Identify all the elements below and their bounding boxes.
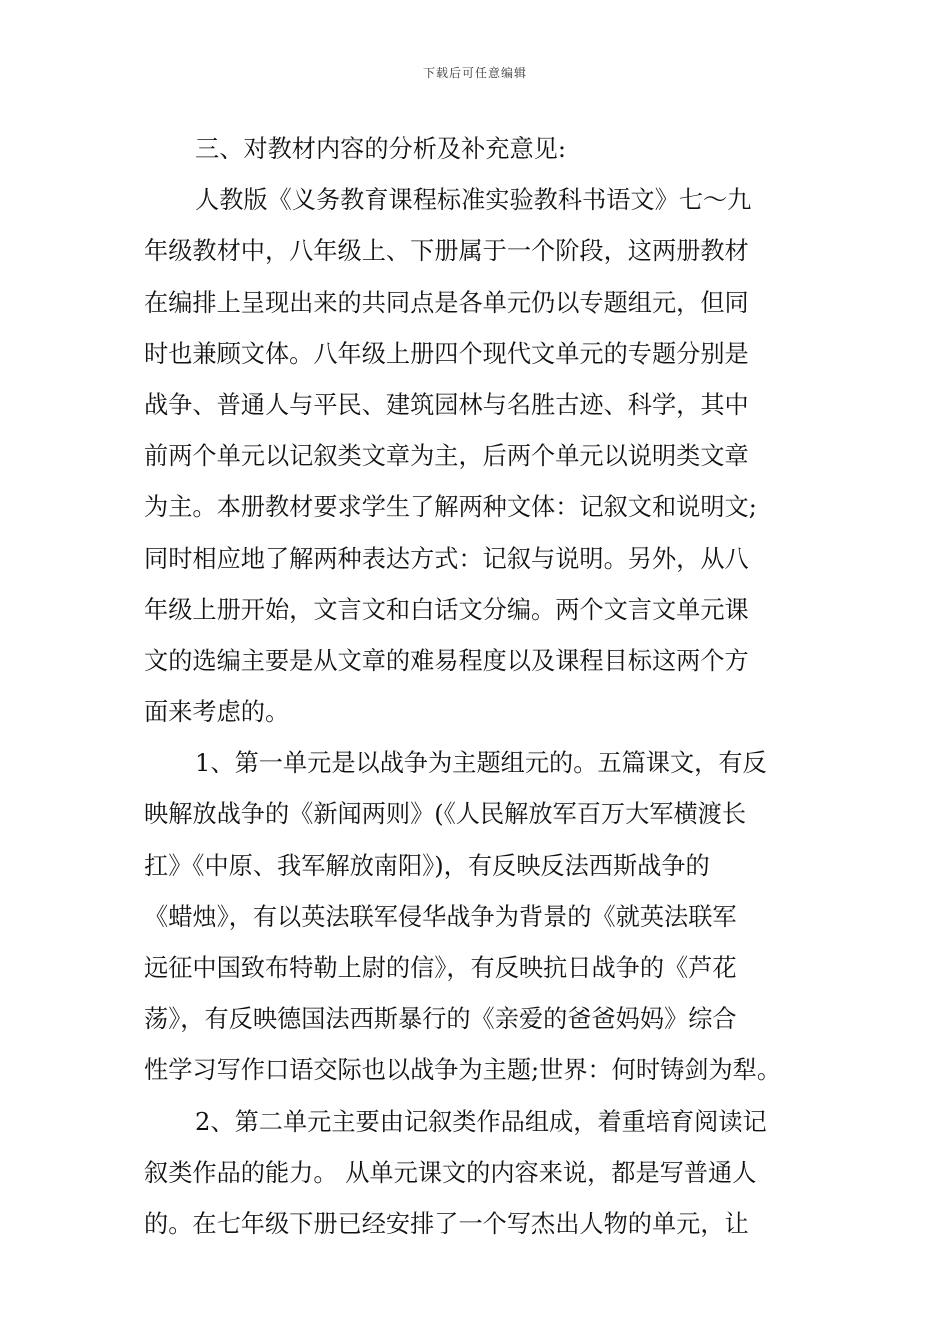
paragraph-line: 年级教材中，八年级上、下册属于一个阶段，这两册教材 xyxy=(144,237,749,266)
paragraph-line: 战争、普通人与平民、建筑园林与名胜古迹、科学，其中 xyxy=(144,390,749,419)
paragraph-line: 前两个单元以记叙类文章为主，后两个单元以说明类文章 xyxy=(144,442,749,471)
paragraph-line: 年级上册开始，文言文和白话文分编。两个文言文单元课 xyxy=(144,595,749,624)
paragraph-line: 2、第二单元主要由记叙类作品组成，着重培育阅读记 xyxy=(195,1107,767,1136)
paragraph-line: 面来考虑的。 xyxy=(144,698,290,727)
paragraph-line: 人教版《义务教育课程标准实验教科书语文》七～九 xyxy=(195,186,752,215)
paragraph-line: 为主。本册教材要求学生了解两种文体：记叙文和说明文; xyxy=(144,493,757,522)
paragraph-line: 同时相应地了解两种表达方式：记叙与说明。另外，从八 xyxy=(144,544,749,573)
paragraph-line: 扛》《中原、我军解放南阳》)，有反映反法西斯战争的 xyxy=(144,851,710,880)
paragraph-line: 的。在七年级下册已经安排了一个写杰出人物的单元，让 xyxy=(144,1209,749,1238)
section-heading: 三、对教材内容的分析及补充意见: xyxy=(195,135,566,163)
paragraph-line: 在编排上呈现出来的共同点是各单元仍以专题组元，但同 xyxy=(144,288,749,317)
paragraph-line: 性学习写作口语交际也以战争为主题;世界：何时铸剑为犁。 xyxy=(144,1056,782,1085)
paragraph-line: 叙类作品的能力。 从单元课文的内容来说，都是写普通人 xyxy=(144,1158,757,1187)
paragraph-line: 1、第一单元是以战争为主题组元的。五篇课文，有反 xyxy=(195,749,767,778)
paragraph-line: 远征中国致布特勒上尉的信》，有反映抗日战争的《芦花 xyxy=(144,954,737,982)
paragraph-line: 《蜡烛》，有以英法联军侵华战争为背景的《就英法联军 xyxy=(144,902,737,931)
document-body xyxy=(144,124,808,1250)
paragraph-line: 时也兼顾文体。八年级上册四个现代文单元的专题分别是 xyxy=(144,339,749,368)
page-header: 下载后可任意编辑 xyxy=(422,66,527,80)
paragraph-line: 映解放战争的《新闻两则》(《人民解放军百万大军横渡长 xyxy=(144,800,747,829)
paragraph-line: 荡》，有反映德国法西斯暴行的《亲爱的爸爸妈妈》综合 xyxy=(144,1005,737,1034)
paragraph-line: 文的选编主要是从文章的难易程度以及课程目标这两个方 xyxy=(144,646,749,675)
